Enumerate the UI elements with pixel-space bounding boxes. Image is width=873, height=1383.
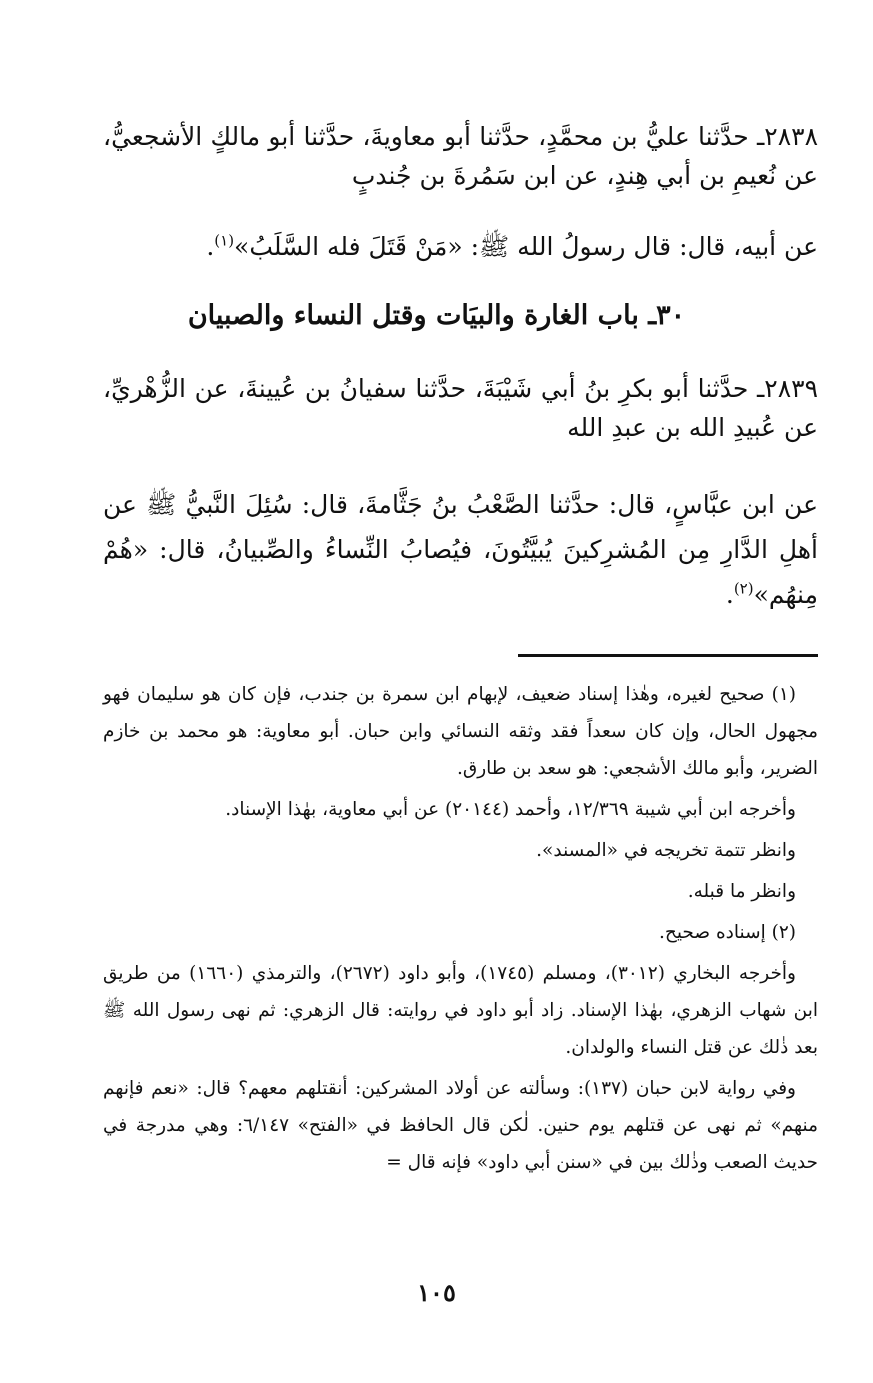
footnote-2-text: (٢) إسناده صحيح. — [659, 922, 796, 943]
hadith-2838-matn-text: عن أبيه، قال: قال رسولُ الله ﷺ: «مَنْ قَتَلَ فله السَّلَبُ» — [234, 232, 818, 261]
hadith-2839-matn-text: عن ابن عبَّاسٍ، قال: حدَّثنا الصَّعْبُ بنُ جَثَّامةَ، قال: سُئِلَ النَّبيُّ ﷺ عن أهلِ الدَّارِ مِن المُشرِكينَ يُبيَّتُونَ، فيُصابُ النِّساءُ والصِّبيانُ، قال: «هُمْ مِنهُم» — [103, 490, 818, 609]
footnote-1-see-previous: وانظر ما قبله. — [687, 881, 796, 902]
footnote-ref-2[interactable]: (٢) — [733, 579, 754, 598]
footnote-1-text: (١) صحيح لغيره، وهٰذا إسناد ضعيف، لإبهام ابن سمرة بن جندب، فإن كان هو سليمان فهو مجهول الحال، وإن كان سعداً فقد وثقه النسائي وابن حبان. أبو معاوية: هو محمد بن خازم الضرير، وأبو مالك الأشجعي: هو سعد بن طارق. — [103, 684, 818, 779]
hadith-2839-matn — [103, 482, 818, 617]
hadith-2839-isnad — [103, 370, 818, 448]
page-number: ١٠٥ — [417, 1278, 456, 1307]
footnote-1-takhrij: وأخرجه ابن أبي شيبة ١٢/٣٦٩، وأحمد (٢٠١٤٤) عن أبي معاوية، بهٰذا الإسناد. — [225, 799, 796, 820]
hadith-2838-isnad-text: ٢٨٣٨ـ حدَّثنا عليُّ بن محمَّدٍ، حدَّثنا أبو معاويةَ، حدَّثنا أبو مالكٍ الأشجعيُّ، عن نُعيمِ بن أبي هِندٍ، عن ابن سَمُرةَ بن جُندبٍ — [103, 122, 818, 190]
footnote-ref-1[interactable]: (١) — [214, 231, 235, 250]
hadith-2839-isnad-text: ٢٨٣٩ـ حدَّثنا أبو بكرِ بنُ أبي شَيْبَةَ، حدَّثنا سفيانُ بن عُيينةَ، عن الزُّهْريِّ، عن عُبيدِ الله بن عبدِ الله — [103, 374, 818, 442]
hadith-2839-end: . — [725, 580, 734, 609]
hadith-2838-isnad — [103, 118, 818, 196]
hadith-2838-end: . — [206, 232, 215, 261]
footnotes-section — [103, 676, 818, 1185]
chapter-heading: ٣٠ـ باب الغارة والبيَات وقتل النساء والصبيان — [187, 300, 686, 331]
footnote-2-ibn-hibban: وفي رواية لابن حبان (١٣٧): وسألته عن أولاد المشركين: أنقتلهم معهم؟ قال: «نعم فإنهم منهم» ثم نهى عن قتلهم يوم حنين. لٰكن قال الحافظ في «الفتح» ٦/١٤٧: وهي مدرجة في حديث الصعب وذٰلك بين في «سنن أبي داود» فإنه قال = — [103, 1078, 819, 1173]
footnote-2-takhrij: وأخرجه البخاري (٣٠١٢)، ومسلم (١٧٤٥)، وأبو داود (٢٦٧٢)، والترمذي (١٦٦٠) من طريق ابن شهاب الزهري، بهٰذا الإسناد. زاد أبو داود في روايته: قال الزهري: ثم نهى رسول الله ﷺ بعد ذٰلك عن قتل النساء والولدان. — [103, 963, 818, 1058]
footnote-1-see-musnad: وانظر تتمة تخريجه في «المسند». — [536, 840, 796, 861]
footnote-divider — [518, 654, 818, 657]
hadith-2838-matn — [103, 228, 818, 267]
